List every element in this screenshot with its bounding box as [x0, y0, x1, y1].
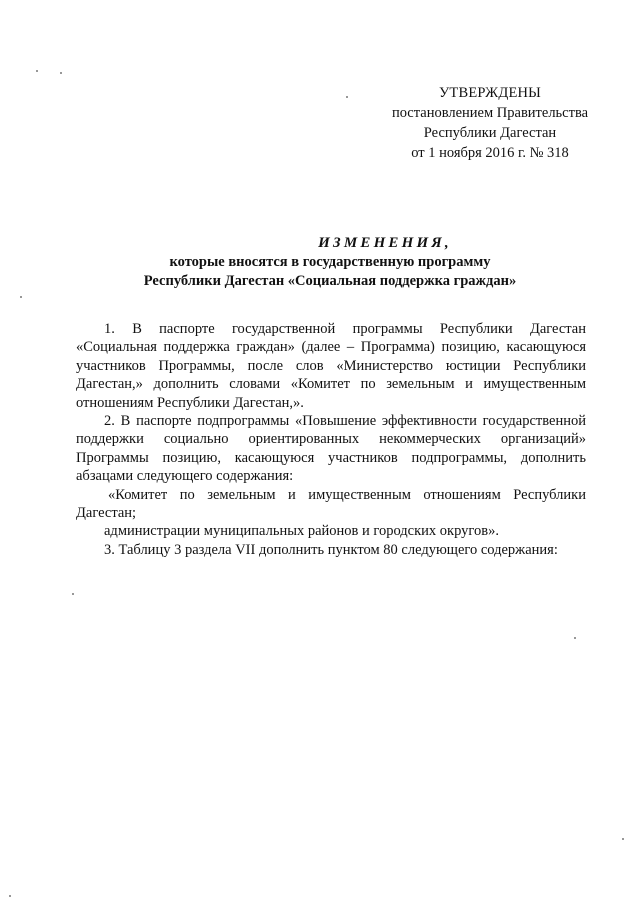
title-subline-1: которые вносятся в государственную программу	[169, 254, 491, 270]
scan-speck	[9, 895, 11, 897]
approval-stamp	[340, 83, 640, 163]
scan-speck	[60, 72, 62, 74]
paragraph-5: 3. Таблицу 3 раздела VII дополнить пунктом 80 следующего содержания:	[104, 541, 558, 558]
paragraph-3: «Комитет по земельным и имущественным отношениям Республики Дагестан;	[76, 486, 586, 522]
paragraph-4: администрации муниципальных районов и городских округов».	[104, 523, 499, 540]
paragraph-1: 1. В паспорте государственной программы Республики Дагестан «Социальная поддержка граждан» (далее – Программа) позицию, касающуюся участников Программы, после слов «Министерство юстиции Республики Дагестан,» дополнить словами «Комитет по земельным и имущественным отношениям Республики Дагестан,».	[76, 321, 586, 411]
paragraph-2: 2. В паспорте подпрограммы «Повышение эффективности государственной поддержки социально ориентированных некоммерческих организаций» Программы позицию, касающуюся участников подпрограммы, дополнить абзацами следующего содержания:	[76, 413, 586, 485]
title-heading: ИЗМЕНЕНИЯ,	[318, 235, 452, 251]
scan-speck	[346, 96, 348, 98]
scan-speck	[20, 296, 22, 298]
approval-date: от 1 ноября 2016 г. № 318	[411, 145, 569, 161]
scan-speck	[574, 637, 576, 639]
approval-heading: УТВЕРЖДЕНЫ	[438, 85, 542, 101]
approval-resolution: постановлением Правительства	[391, 105, 589, 121]
scan-speck	[72, 593, 74, 595]
document-body	[76, 320, 586, 559]
scan-speck	[36, 70, 38, 72]
approval-republic: Республики Дагестан	[423, 125, 557, 141]
document-title	[60, 234, 600, 291]
title-subline-2: Республики Дагестан «Социальная поддержка граждан»	[143, 273, 517, 289]
scan-speck	[622, 838, 624, 840]
